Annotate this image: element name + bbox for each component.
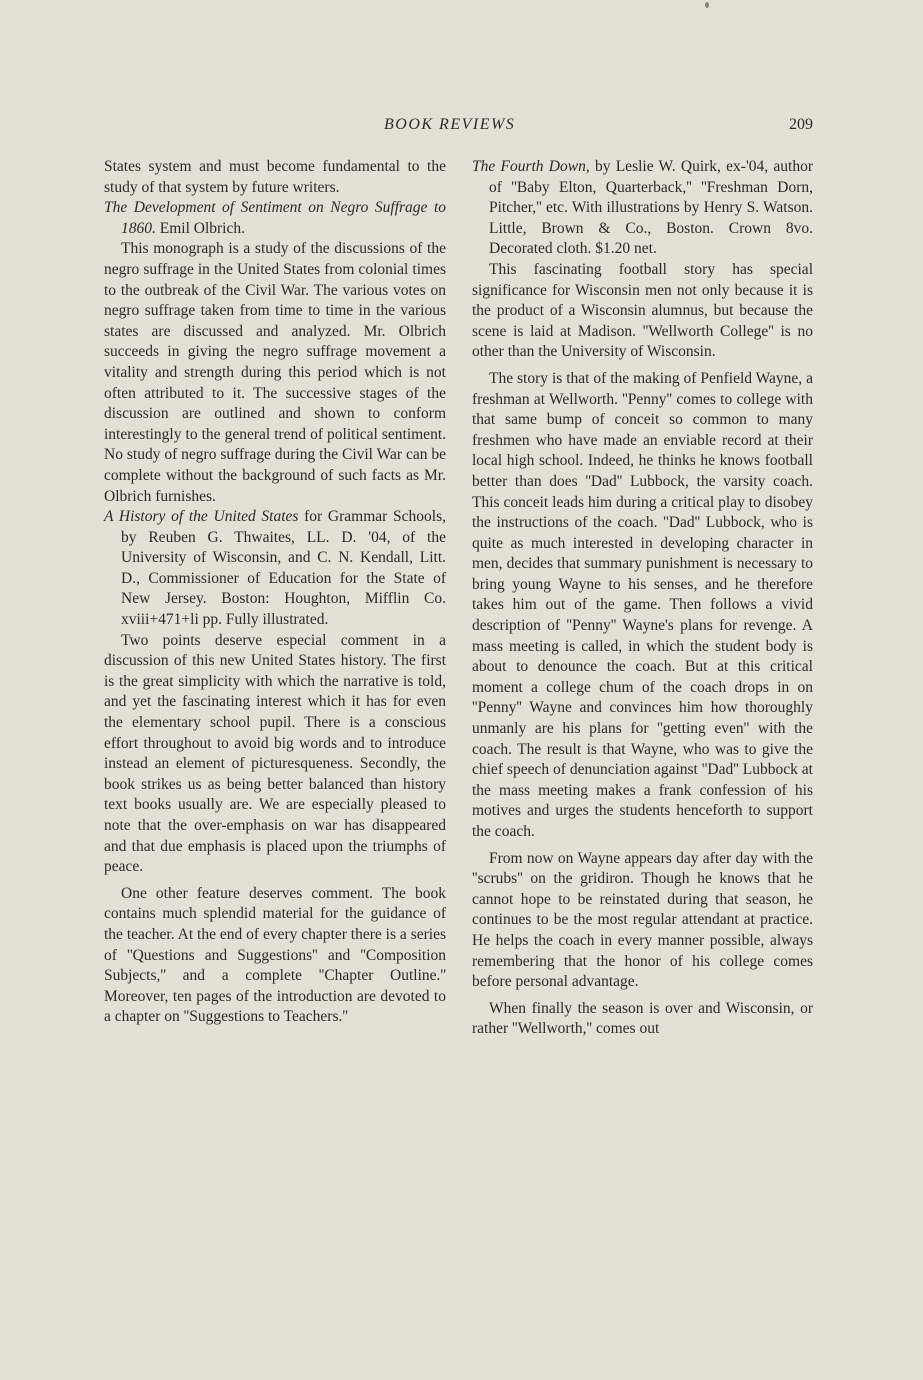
right-column: [472, 157, 813, 1040]
book-title: The Fourth Down,: [472, 158, 590, 175]
review-entry-fourth-down: [472, 157, 813, 260]
book-title: A History of the United States: [104, 508, 299, 526]
paragraph-continuation: States system and must become fundamental to the study of that system by future writers.: [104, 158, 446, 196]
page-number: 209: [789, 116, 813, 133]
review-paragraph: This fascinating football story has special significance for Wisconsin men not only because it is the product of a Wisconsin alumnus, but because the scene is laid at Madison. ''Wellworth College'' is no other than the University of Wisconsin.: [472, 260, 813, 361]
review-entry-history-us: [104, 507, 446, 631]
review-paragraph: From now on Wayne appears day after day with the ''scrubs'' on the gridiron. Though he knows that he cannot hope to be reinstated during that season, he continues to be the most regular attendant at practice. He helps the coach in every manner possible, always remembering that the honor of his college comes before personal advantage.: [472, 849, 813, 991]
book-title: The Development of Sentiment on Negro Suffrage to 1860.: [104, 199, 446, 237]
ink-speck: [705, 2, 709, 8]
review-paragraph: The story is that of the making of Penfield Wayne, a freshman at Wellworth. ''Penny'' comes to college with that same bump of conceit so common to many freshmen who have made an enviable record at their local high school. Indeed, he thinks he knows football better than does ''Dad'' Lubbock, the varsity coach. This conceit leads him during a critical play to disobey the instructions of the coach. ''Dad'' Lubbock, who is quite as much interested in developing character in men, decides that summary punishment is necessary to bring young Wayne to his senses, and he therefore takes him out of the game. Then follows a vivid description of ''Penny'' Wayne's plans for revenge. A mass meeting is called, in which the student body is about to denounce the coach. But at this critical moment a college chum of the coach drops in on ''Penny'' Wayne and convinces him how thoroughly unmanly are his plans for ''getting even'' with the coach. The result is that Wayne, who was to give the chief speech of denunciation against ''Dad'' Lubbock at the mass meeting makes a frank confession of his motives and urges the students henceforth to support the coach.: [472, 369, 813, 840]
book-author: Emil Olbrich.: [155, 219, 245, 237]
book-details: by Leslie W. Quirk, ex-'04, author of ''Baby Elton, Quarterback,'' ''Freshman Dorn, Pitcher,'' etc. With illustrations by Henry S. Watson. Little, Brown & Co., Boston. Crown 8vo. Decorated cloth. $1.20 net.: [489, 158, 813, 258]
page-header: [0, 116, 923, 140]
left-column: [104, 157, 446, 1028]
review-paragraph: This monograph is a study of the discussions of the negro suffrage in the United States from colonial times to the outbreak of the Civil War. The various votes on negro suffrage taken from time to time in the various states are discussed and analyzed. Mr. Olbrich succeeds in giving the negro suffrage movement a vitality and strength during this period which is not often attributed to it. The successive stages of the discussion are outlined and shown to conform interestingly to the general trend of political sentiment. No study of negro suffrage during the Civil War can be complete without the background of such facts as Mr. Olbrich furnishes.: [104, 240, 446, 505]
review-paragraph: Two points deserve especial comment in a discussion of this new United States history. The first is the great simplicity with which the narrative is told, and yet the fascinating interest which it has for even the elementary school pupil. There is a conscious effort throughout to avoid big words and to introduce instead an element of picturesqueness. Secondly, the book strikes us as being better balanced than history text books usually are. We are especially pleased to note that the over-emphasis on war has disappeared and that due emphasis is placed upon the triumphs of peace.: [104, 631, 446, 876]
book-details: for Grammar Schools, by Reuben G. Thwaites, LL. D. '04, of the University of Wisconsin, and C. N. Kendall, Litt. D., Commissioner of Education for the State of New Jersey. Boston: Houghton, Mifflin Co. xviii+471+li pp. Fully illustrated.: [121, 508, 446, 629]
review-paragraph: When finally the season is over and Wisconsin, or rather ''Wellworth,'' comes out: [472, 999, 813, 1038]
review-paragraph: One other feature deserves comment. The book contains much splendid material for the guidance of the teacher. At the end of every chapter there is a series of ''Questions and Suggestions'' and ''Composition Subjects,'' and a complete ''Chapter Outline.'' Moreover, ten pages of the introduction are devoted to a chapter on ''Suggestions to Teachers.'': [104, 884, 446, 1026]
running-head: BOOK REVIEWS: [384, 116, 516, 133]
review-entry-negro-suffrage: [104, 198, 446, 239]
